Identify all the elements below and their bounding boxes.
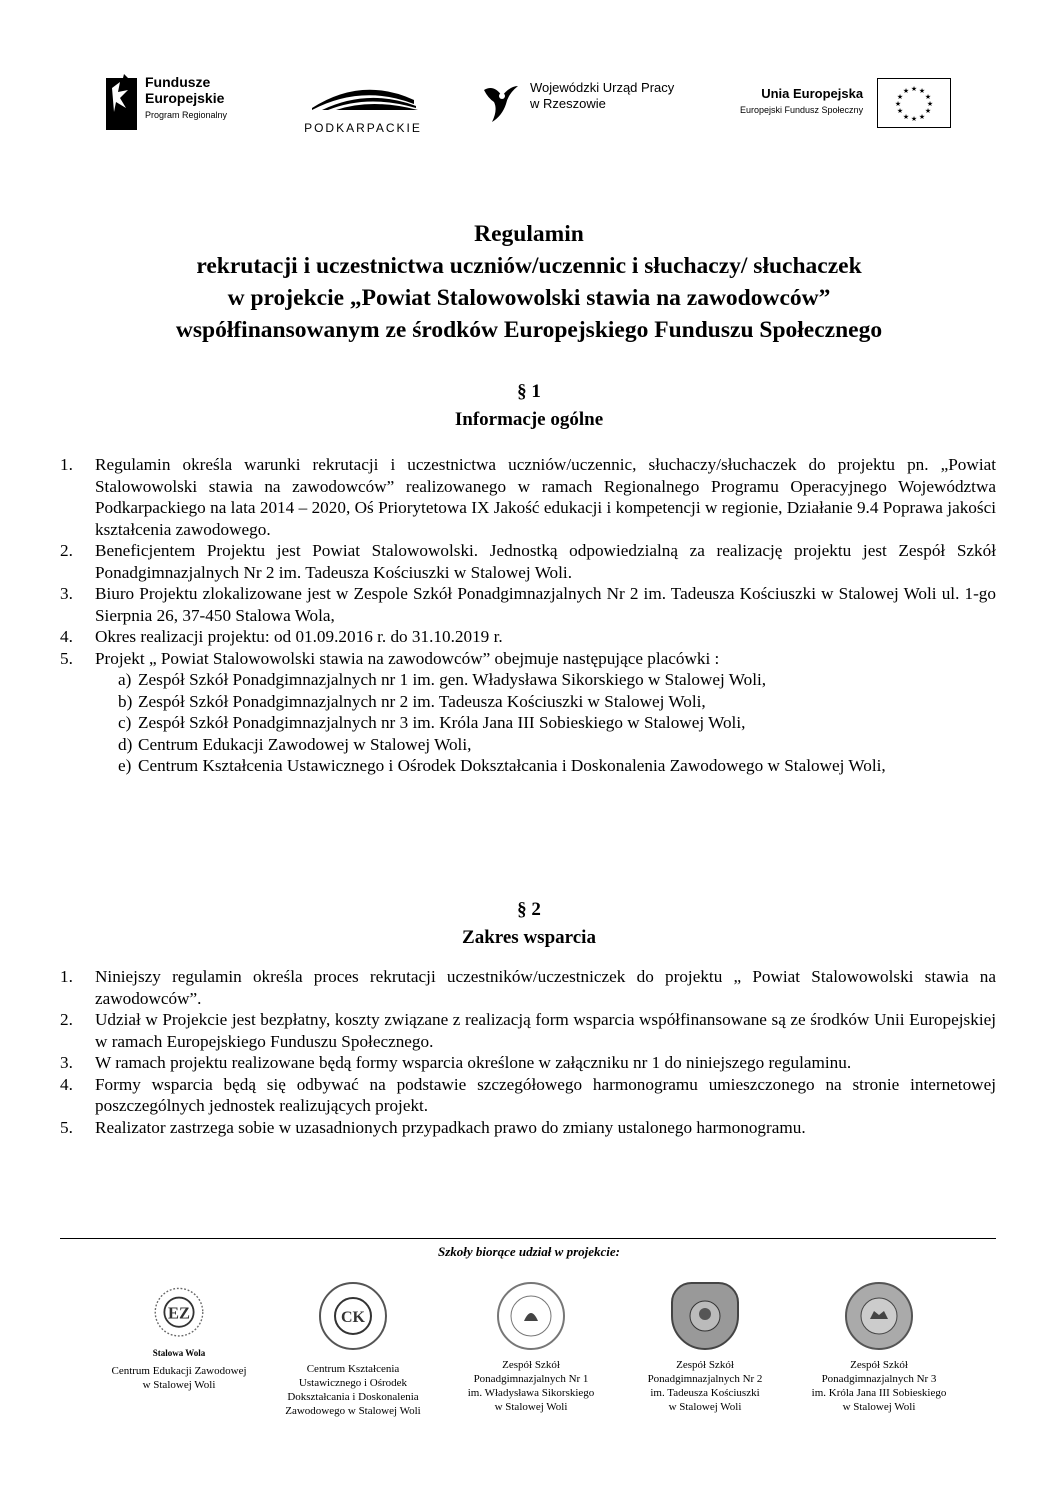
unia-europejska-logo (740, 78, 951, 148)
ue-line2: Europejski Fundusz Społeczny (740, 105, 864, 115)
title-line2: rekrutacji i uczestnictwa uczniów/uczennic i słuchaczy/ słuchaczek (196, 253, 862, 279)
title-line4: współfinansowanym ze środków Europejskiego Funduszu Społecznego (175, 317, 883, 343)
school-name-line: w Stalowej Woli (142, 1379, 216, 1391)
svg-text:★: ★ (902, 113, 910, 121)
section1-header (0, 378, 1058, 434)
svg-text:★: ★ (918, 113, 926, 121)
wup-line2: w Rzeszowie (530, 96, 606, 111)
sub-list-item: b) Zespół Szkół Ponadgimnazjalnych nr 2 im. Tadeusza Kościuszki w Stalowej Woli, (118, 691, 706, 711)
footer-divider (60, 1238, 996, 1239)
svg-text:★: ★ (924, 93, 932, 101)
ue-line1: Unia Europejska (761, 86, 864, 101)
school-zsp1 (436, 1282, 626, 1414)
cez-seal-icon (147, 1282, 211, 1346)
school-name-line: Ustawicznego i Ośrodek (298, 1377, 408, 1389)
school-name-line: Centrum Kształcenia (306, 1363, 400, 1375)
list-item: 3. Biuro Projektu zlokalizowane jest w Zespole Szkół Ponadgimnazjalnych Nr 2 im. Tadeusza Kościuszki w Stalowej Woli ul. 1-go Sierpnia 26, 37-450 Stalowa Wola, (60, 584, 996, 625)
school-name-line: w Stalowej Woli (494, 1401, 568, 1413)
fe-star-icon (106, 74, 137, 130)
school-name-line: w Stalowej Woli (668, 1401, 742, 1413)
sub-list-item: a) Zespół Szkół Ponadgimnazjalnych nr 1 im. gen. Władysława Sikorskiego w Stalowej Woli, (118, 670, 767, 689)
zsp3-seal-icon (845, 1282, 913, 1350)
list-item: 2. Beneficjentem Projektu jest Powiat Stalowowolski. Jednostką odpowiedzialną za realizację projektu jest Zespół Szkół Ponadgimnazjalnych Nr 2 im. Tadeusza Kościuszki w Stalowej Woli. (60, 541, 996, 582)
footer-title: Szkoły biorące udział w projekcie: (438, 1244, 620, 1259)
school-name-line: Zespół Szkół (676, 1359, 734, 1371)
fe-line1: Fundusze (145, 74, 211, 90)
school-name-line: im. Władysława Sikorskiego (467, 1387, 595, 1399)
svg-text:★: ★ (924, 107, 932, 115)
list-item: 1. Regulamin określa warunki rekrutacji i uczestnictwa uczniów/uczennic, słuchaczy/słuchaczek do projektu pn. „Powiat Stalowowolski stawia na zawodowców” realizowanego w ramach Regionalnego Programu Operacyjnego Województwa Podkarpackiego na lata 2014 – 2020, Oś Priorytetowa IX Jakość edukacji i kompetencji w regionie, Działanie 9.4 Poprawa jakości kształcenia zawodowego. (60, 455, 996, 539)
list-item: 3. W ramach projektu realizowane będą formy wsparcia określone w załączniku nr 1 do niniejszego regulaminu. (60, 1053, 852, 1072)
fe-line3: Program Regionalny (145, 110, 228, 120)
sub-list-item: c) Zespół Szkół Ponadgimnazjalnych nr 3 im. Króla Jana III Sobieskiego w Stalowej Woli, (118, 713, 746, 732)
svg-text:★: ★ (894, 100, 902, 108)
section2-heading: Zakres wsparcia (462, 927, 596, 948)
list-item: 5. Projekt „ Powiat Stalowowolski stawia na zawodowców” obejmuje następujące placówki : (60, 648, 720, 668)
list-item: 2. Udział w Projekcie jest bezpłatny, koszty związane z realizacją form wsparcia współfinansowane są ze środków Unii Europejskiej w ramach Europejskiego Funduszu Społecznego. (60, 1010, 996, 1051)
school-name-line: w Stalowej Woli (842, 1401, 916, 1413)
sub-list-item: d) Centrum Edukacji Zawodowej w Stalowej Woli, (118, 734, 472, 754)
list-item: 4. Okres realizacji projektu: od 01.09.2016 r. do 31.10.2019 r. (60, 627, 503, 646)
podkarpackie-logo (292, 80, 434, 150)
list-item: 5. Realizator zastrzega sobie w uzasadnionych przypadkach prawo do zmiany ustalonego harmonogramu. (60, 1117, 806, 1137)
svg-text:★: ★ (910, 115, 918, 123)
list-item: 1. Niniejszy regulamin określa proces rekrutacji uczestników/uczestniczek do projektu „ Powiat Stalowowolski stawia na zawodowców”. (60, 967, 996, 1008)
fe-line2: Europejskie (145, 90, 225, 106)
section2-mark: § 2 (517, 899, 541, 920)
logo-bar (0, 70, 1058, 140)
school-name-line: Zawodowego w Stalowej Woli (285, 1405, 421, 1417)
school-cez (84, 1282, 274, 1392)
svg-text:★: ★ (896, 93, 904, 101)
svg-text:★: ★ (918, 87, 926, 95)
title-line1: Regulamin (474, 221, 584, 247)
document-title (0, 218, 1058, 346)
zsp2-shield-icon (671, 1282, 739, 1350)
section1-mark: § 1 (517, 381, 541, 402)
section2-header (0, 896, 1058, 952)
sub-list-item: e) Centrum Kształcenia Ustawicznego i Ośrodek Dokształcania i Doskonalenia Zawodowego w Stalowej Woli, (118, 756, 886, 775)
svg-text:CK: CK (341, 1309, 365, 1326)
school-name-line: Ponadgimnazjalnych Nr 1 (473, 1373, 589, 1385)
school-name-line: Ponadgimnazjalnych Nr 3 (821, 1373, 937, 1385)
svg-text:★: ★ (926, 100, 934, 108)
school-name-line: Zespół Szkół (850, 1359, 908, 1371)
svg-text:★: ★ (902, 87, 910, 95)
school-name-line: im. Tadeusza Kościuszki (650, 1387, 760, 1399)
school-zsp3 (784, 1282, 974, 1414)
title-line3: w projekcie „Powiat Stalowowolski stawia na zawodowców” (227, 285, 831, 311)
wup-line1: Wojewódzki Urząd Pracy (530, 80, 675, 95)
svg-text:★: ★ (910, 85, 918, 93)
svg-text:★: ★ (896, 107, 904, 115)
cku-seal-icon (319, 1282, 387, 1350)
school-name-line: Zespół Szkół (502, 1359, 560, 1371)
wup-bird-icon (480, 80, 520, 124)
list-item: 4. Formy wsparcia będą się odbywać na podstawie szczegółowego harmonogramu umieszczonego na stronie internetowej poszczególnych jednostek realizujących projekt. (60, 1074, 996, 1115)
school-cku (258, 1282, 448, 1418)
svg-text:EZ: EZ (168, 1303, 190, 1323)
school-name-line: Ponadgimnazjalnych Nr 2 (647, 1373, 763, 1385)
eu-flag-icon (877, 78, 951, 128)
fundusze-europejskie-logo (106, 74, 227, 144)
wup-logo (480, 80, 674, 150)
zsp1-seal-icon (497, 1282, 565, 1350)
podkarpackie-text: PODKARPACKIE (304, 121, 422, 135)
school-name-line: Centrum Edukacji Zawodowej (111, 1365, 247, 1377)
section2-list (60, 966, 996, 1138)
section1-heading: Informacje ogólne (454, 409, 604, 430)
podkarpackie-mountains-icon (292, 80, 434, 110)
school-zsp2 (610, 1282, 800, 1414)
school-name-line: im. Króla Jana III Sobieskiego (811, 1387, 947, 1399)
cez-seal-text: Stalowa Wola (152, 1348, 206, 1358)
school-name-line: Dokształcania i Doskonalenia (287, 1391, 419, 1403)
section1-list (60, 454, 996, 777)
